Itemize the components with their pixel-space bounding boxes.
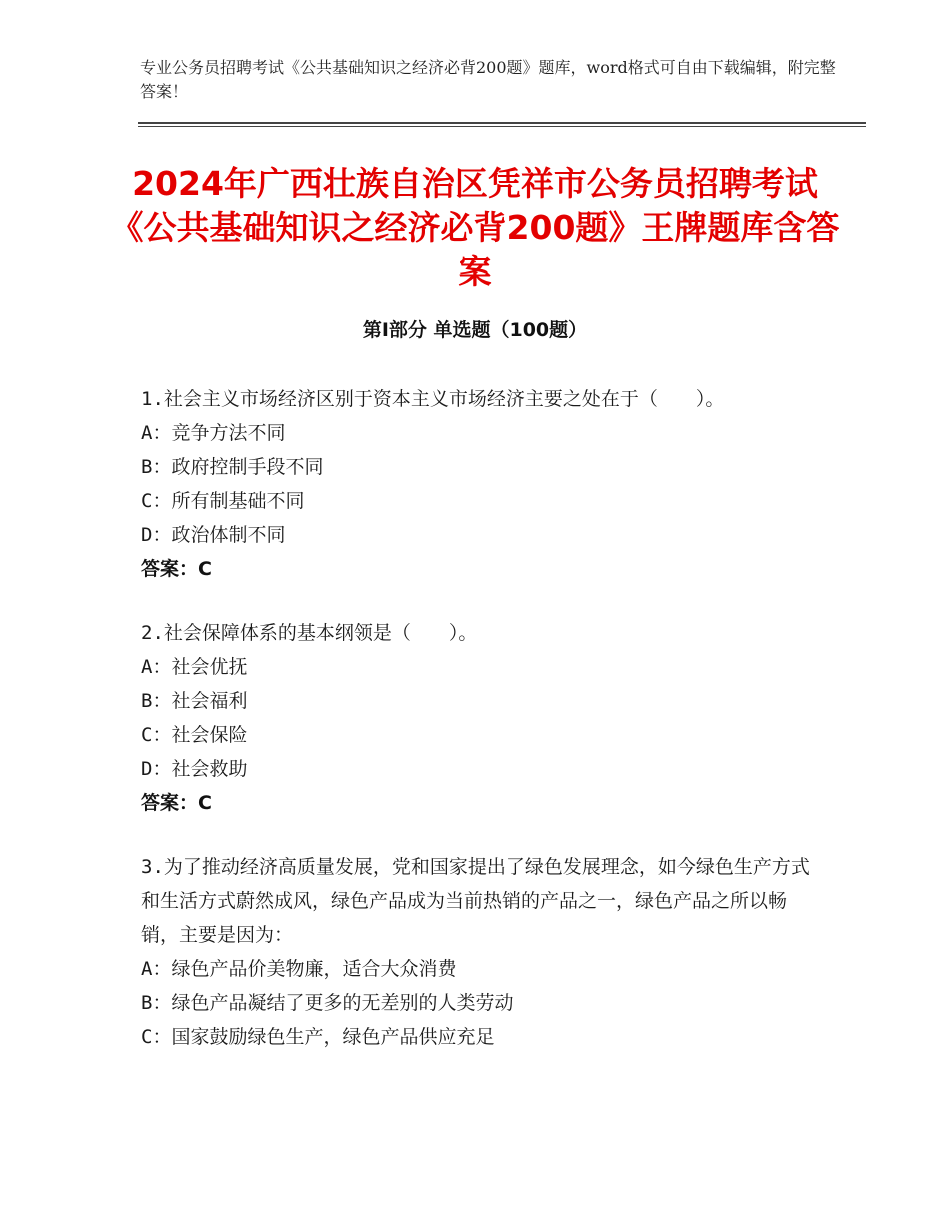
option-b: B：绿色产品凝结了更多的无差别的人类劳动 xyxy=(141,992,514,1014)
header-divider xyxy=(138,122,866,124)
option-d: D：社会救助 xyxy=(141,758,248,780)
document-title: 2024年广西壮族自治区凭祥市公务员招聘考试《公共基础知识之经济必背200题》王牌题库含答案 xyxy=(110,164,840,291)
option-a: A：绿色产品价美物廉，适合大众消费 xyxy=(141,958,457,980)
question-stem: 1.社会主义市场经济区别于资本主义市场经济主要之处在于（ ）。 xyxy=(141,388,725,410)
header-divider-thin xyxy=(138,126,866,127)
answer-line: 答案：C xyxy=(141,558,212,580)
option-a: A：竞争方法不同 xyxy=(141,422,286,444)
question-list xyxy=(141,382,821,1084)
question-stem: 2.社会保障体系的基本纲领是（ ）。 xyxy=(141,622,478,644)
question-stem: 3.为了推动经济高质量发展，党和国家提出了绿色发展理念，如今绿色生产方式和生活方式蔚然成风，绿色产品成为当前热销的产品之一，绿色产品之所以畅销，主要是因为： xyxy=(141,856,810,946)
header-note: 专业公务员招聘考试《公共基础知识之经济必背200题》题库，word格式可自由下载编辑，附完整答案！ xyxy=(140,58,836,101)
option-c: C：社会保险 xyxy=(141,724,248,746)
question-1 xyxy=(141,382,821,586)
answer-line: 答案：C xyxy=(141,792,212,814)
option-b: B：社会福利 xyxy=(141,690,248,712)
question-2 xyxy=(141,616,821,820)
option-c: C：所有制基础不同 xyxy=(141,490,305,512)
section-heading: 第Ⅰ部分 单选题（100题） xyxy=(362,319,588,341)
question-3 xyxy=(141,850,821,1054)
option-d: D：政治体制不同 xyxy=(141,524,286,546)
option-b: B：政府控制手段不同 xyxy=(141,456,324,478)
option-a: A：社会优抚 xyxy=(141,656,248,678)
option-c: C：国家鼓励绿色生产，绿色产品供应充足 xyxy=(141,1026,495,1048)
